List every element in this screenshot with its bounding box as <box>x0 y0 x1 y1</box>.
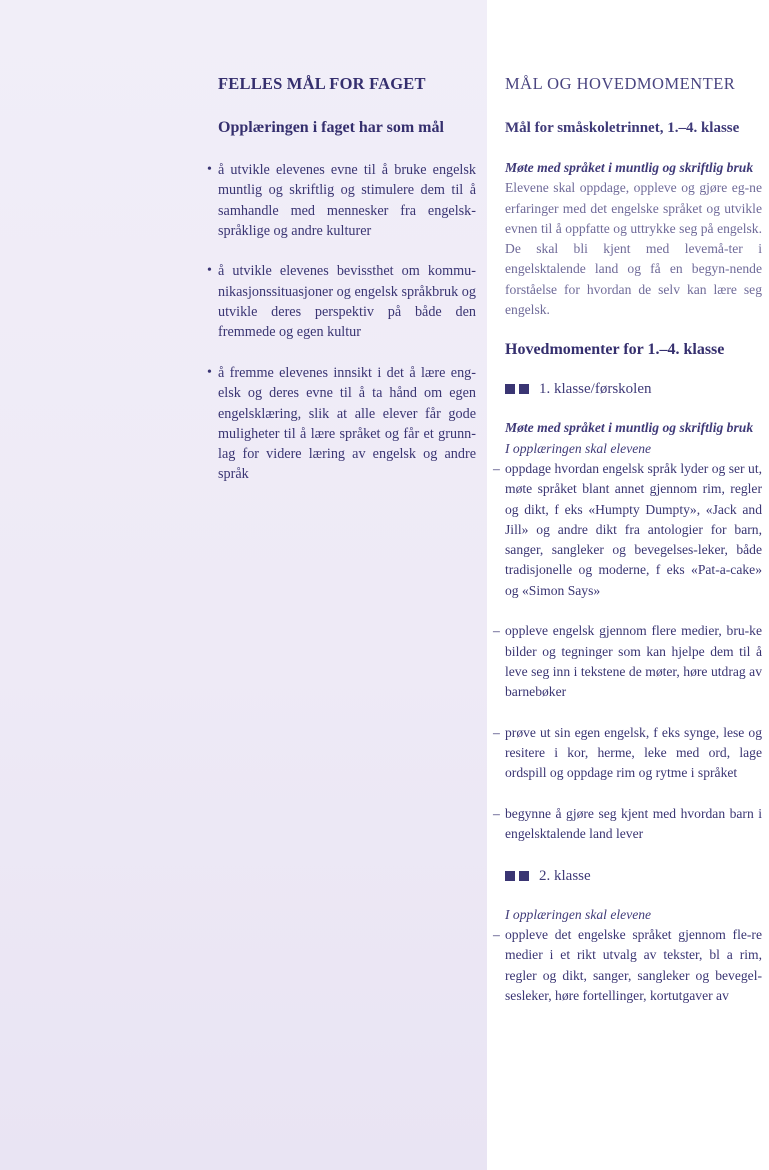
goals-and-main-points-column <box>493 72 762 1006</box>
grade-1-label: 1. klasse/førskolen <box>539 381 652 398</box>
list-item <box>493 804 762 845</box>
goal-text: å fremme elevenes innsikt i det å lære eng-elsk og deres evne til å ta hånd om egen engelsklæring, slik at alle elever får gode muligheter til å lære språket og får et grunn-lag for videre læring av engelsk og andre språk <box>218 364 476 483</box>
common-goals-subheading: Opplæringen i faget har som mål <box>218 119 444 136</box>
primary-level-goals-subheading: Mål for småskoletrinnet, 1.–4. klasse <box>505 120 740 136</box>
list-item <box>493 459 762 601</box>
dash-icon: – <box>493 623 500 639</box>
goal-text: å utvikle elevenes evne til å bruke engelsk muntlig og skriftlig og stimulere dem til å samhandle med mennesker fra engelsk-språklige og andre kulturer <box>218 162 476 239</box>
goal-item <box>207 261 476 342</box>
list-item-text: oppdage hvordan engelsk språk lyder og ser ut, møte språket blant annet gjennom rim, regler og dikt, f eks «Humpty Dumpty», «Jack and Jill» og andre dikt fra antologier for barn, sanger, sangleker og bevegelses-leker, både tradisjonelle og moderne, f eks «Pat-a-cake» og «Simon Says» <box>505 460 762 598</box>
list-item <box>493 621 762 702</box>
common-goals-heading: FELLES MÅL FOR FAGET <box>218 74 426 93</box>
goal-item <box>207 363 476 485</box>
grade-1-block-title: Møte med språket i muntlig og skriftlig bruk <box>505 420 754 436</box>
square-bullet-icon <box>519 871 529 881</box>
grade-1-block <box>493 418 762 844</box>
grade-1-list <box>493 459 762 845</box>
grade-1-heading <box>505 378 762 400</box>
grade-2-heading <box>505 865 762 887</box>
square-bullet-icon <box>505 384 515 394</box>
common-goals-column <box>207 72 476 505</box>
grade-2-label: 2. klasse <box>539 867 591 884</box>
grade-2-block <box>493 905 762 1006</box>
list-item-text: oppleve det engelske språket gjennom fle-re medier i et rikt utvalg av tekster, bl a rim, regler og dikt, sanger, sangleker og bevegel-sesleker, høre fortellinger, kortutgaver av <box>505 926 762 1003</box>
goal-text: å utvikle elevenes bevissthet om kommu-nikasjonssituasjoner og engelsk språkbruk og utvikle deres perspektiv på både den fremmede og egen kultur <box>218 263 476 341</box>
goal-block-text: Elevene skal oppdage, oppleve og gjøre eg-ne erfaringer med det engelske språket og utvikle evnen til å oppfatte og uttrykke seg på engelsk. De skal bli kjent med levemå-ter i engelsktalende land og få en begyn-nende forståelse for hvordan de selv kan lære seg engelsk. <box>505 180 762 318</box>
main-points-heading: Hovedmomenter for 1.–4. klasse <box>505 341 725 359</box>
square-bullet-icon <box>519 384 529 394</box>
dash-icon: – <box>493 926 500 942</box>
dash-icon: – <box>493 806 500 822</box>
grade-2-list <box>493 925 762 1006</box>
dash-icon: – <box>493 724 500 740</box>
goal-block-title: Møte med språket i muntlig og skriftlig bruk <box>505 160 754 175</box>
bullet-icon: • <box>207 162 212 177</box>
list-item-text: begynne å gjøre seg kjent med hvordan barn i engelsktalende land lever <box>505 806 762 842</box>
grade-2-intro: I opplæringen skal elevene <box>505 906 652 922</box>
goal-block <box>505 158 762 320</box>
square-bullet-icon <box>505 871 515 881</box>
list-item <box>493 925 762 1006</box>
dash-icon: – <box>493 460 500 476</box>
goal-item <box>207 160 476 241</box>
bullet-icon: • <box>207 263 212 279</box>
bullet-icon: • <box>207 364 212 380</box>
list-item-text: prøve ut sin egen engelsk, f eks synge, lese og resitere i kor, herme, leke med ord, lage ordspill og oppdage rim og rytme i språket <box>505 724 762 781</box>
list-item-text: oppleve engelsk gjennom flere medier, bru-ke bilder og tegninger som kan hjelpe dem til å leve seg inn i tekstene de møter, høre utdrag av barnebøker <box>505 623 762 700</box>
common-goals-list <box>207 160 476 485</box>
goals-main-points-heading: MÅL OG HOVEDMOMENTER <box>505 74 736 93</box>
list-item <box>493 723 762 784</box>
grade-1-intro: I opplæringen skal elevene <box>505 440 652 456</box>
